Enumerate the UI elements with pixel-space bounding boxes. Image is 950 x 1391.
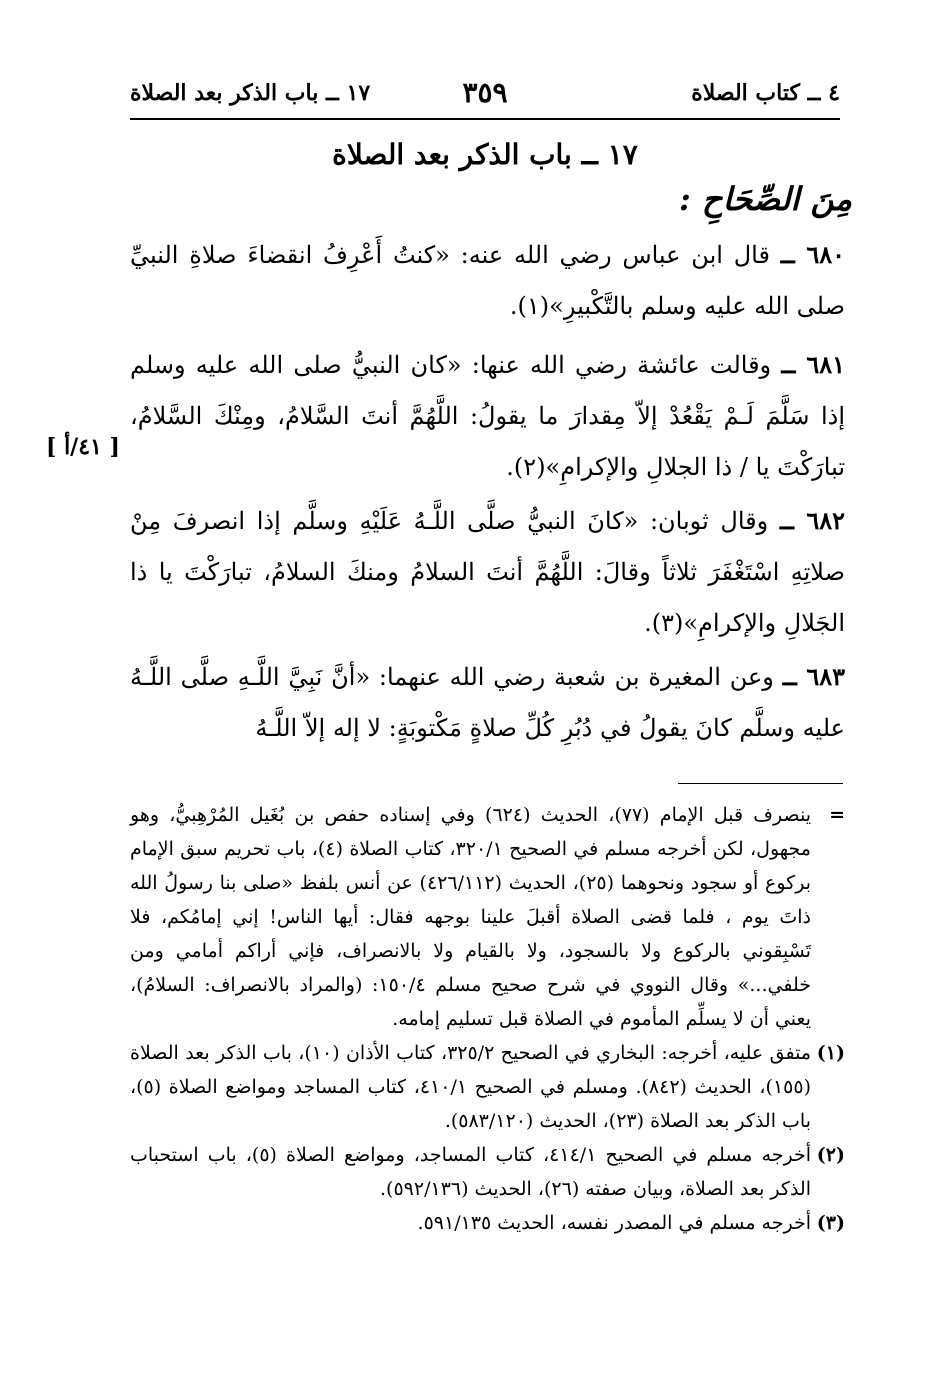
footnote-separator	[678, 783, 843, 784]
manuscript-folio-ref: [ ٤١/أ ]	[46, 434, 120, 460]
hadith-text: وقالت عائشة رضي الله عنها: «كان النبيُّ صلى الله عليه وسلم إذا سَلَّمَ لَـمْ يَقْعُدْ إلاّ مِقدارَ ما يقولُ: اللَّهُمَّ أنتَ السَّلامُ، ومِنْكَ السَّلامُ، تبارَكْتَ يا / ذا الجلالِ والإكرامِ»(٢).	[130, 351, 845, 481]
footnotes	[130, 798, 845, 1240]
hadith-text: وعن المغيرة بن شعبة رضي الله عنهما: «أنَّ نَبِيَّ اللَّـهِ صلَّى اللَّـهُ عليه وسلَّم كانَ يقولُ في دُبُرِ كُلِّ صلاةٍ مَكْتوبَةٍ: لا إله إلاّ اللَّـهُ	[130, 663, 845, 742]
footnote-1	[130, 1036, 845, 1138]
footnote-text: أخرجه مسلم في المصدر نفسه، الحديث ٥٩١/١٣٥.	[417, 1212, 811, 1234]
footnote-text: ينصرف قبل الإمام (٧٧)، الحديث (٦٢٤) وفي إسناده حفص بن بُغَيل المُرْهِبيُّ، وهو مجهول، لكن أخرجه مسلم في الصحيح ٣٢٠/١، كتاب الصلاة (٤)، باب تحريم سبق الإمام بركوع أو سجود ونحوهما (٢٥)، الحديث (٤٢٦/١١٢) عن أنس بلفظ «صلى بنا رسولُ الله ذاتَ يوم ، فلما قضى الصلاة أقبلَ علينا بوجهه فقال: أيها الناس! إني إمامُكم، فلا تَسْبِقوني بالركوع ولا بالسجود، ولا بالقيام ولا بالانصراف، فإني أراكم أمامي ومن خلفي...» وقال النووي في شرح صحيح مسلم ١٥٠/٤: (والمراد بالانصراف: السلامُ)، يعني أن لا يسلِّم المأموم في الصلاة قبل تسليم إمامه.	[130, 804, 811, 1030]
chapter-title: ١٧ ــ باب الذكر بعد الصلاة	[332, 138, 638, 171]
running-header	[130, 74, 840, 120]
hadith-681	[130, 339, 845, 493]
footnote-2	[130, 1138, 845, 1206]
footnote-mark: (٣)	[816, 1212, 845, 1234]
footnote-text: متفق عليه، أخرجه: البخاري في الصحيح ٣٢٥/٢، كتاب الأذان (١٠)، باب الذكر بعد الصلاة (١٥٥)، الحديث (٨٤٢). ومسلم في الصحيح ٤١٠/١، كتاب المساجد ومواضع الصلاة (٥)، باب الذكر بعد الصلاة (٢٣)، الحديث (٥٨٣/١٢٠).	[130, 1042, 811, 1132]
hadith-text: وقال ثوبان: «كانَ النبيُّ صلَّى اللَّـهُ عَلَيْهِ وسلَّم إذا انصرفَ مِنْ صلاتِهِ اسْتَغْفَرَ ثلاثاً وقالَ: اللَّهُمَّ أنتَ السلامُ ومنكَ السلامُ، تبارَكْتَ يا ذا الجَلالِ والإكرامِ»(٣).	[130, 507, 846, 637]
hadith-number: ٦٨١ ــ	[781, 350, 845, 379]
hadith-680	[130, 229, 845, 332]
header-chapter-title: ١٧ ــ باب الذكر بعد الصلاة	[130, 80, 371, 106]
hadith-number: ٦٨٠ ــ	[780, 240, 845, 269]
footnote-3	[130, 1206, 845, 1240]
hadith-number: ٦٨٣ ــ	[782, 662, 845, 691]
footnote-mark: (١)	[816, 1042, 845, 1064]
hadith-682	[130, 495, 845, 649]
hadith-text: قال ابن عباس رضي الله عنه: «كنتُ أَعْرِفُ انقضاءَ صلاةِ النبيِّ صلى الله عليه وسلم بالتَّكْبيرِ»(١).	[130, 241, 845, 320]
footnote-mark: (٢)	[816, 1144, 845, 1166]
footnote-text: أخرجه مسلم في الصحيح ٤١٤/١، كتاب المساجد، ومواضع الصلاة (٥)، باب استحباب الذكر بعد الصلاة، وبيان صفته (٢٦)، الحديث (٥٩٢/١٣٦).	[130, 1144, 812, 1200]
page-number: ٣٥٩	[462, 76, 508, 109]
footnote-mark: =	[829, 804, 845, 826]
section-label: مِنَ الصِّحَاحِ :	[678, 180, 852, 218]
hadith-number: ٦٨٢ ــ	[779, 506, 845, 535]
hadith-683	[130, 651, 845, 754]
footnote-continuation	[130, 798, 845, 1036]
header-book-title: ٤ ــ كتاب الصلاة	[691, 80, 840, 106]
